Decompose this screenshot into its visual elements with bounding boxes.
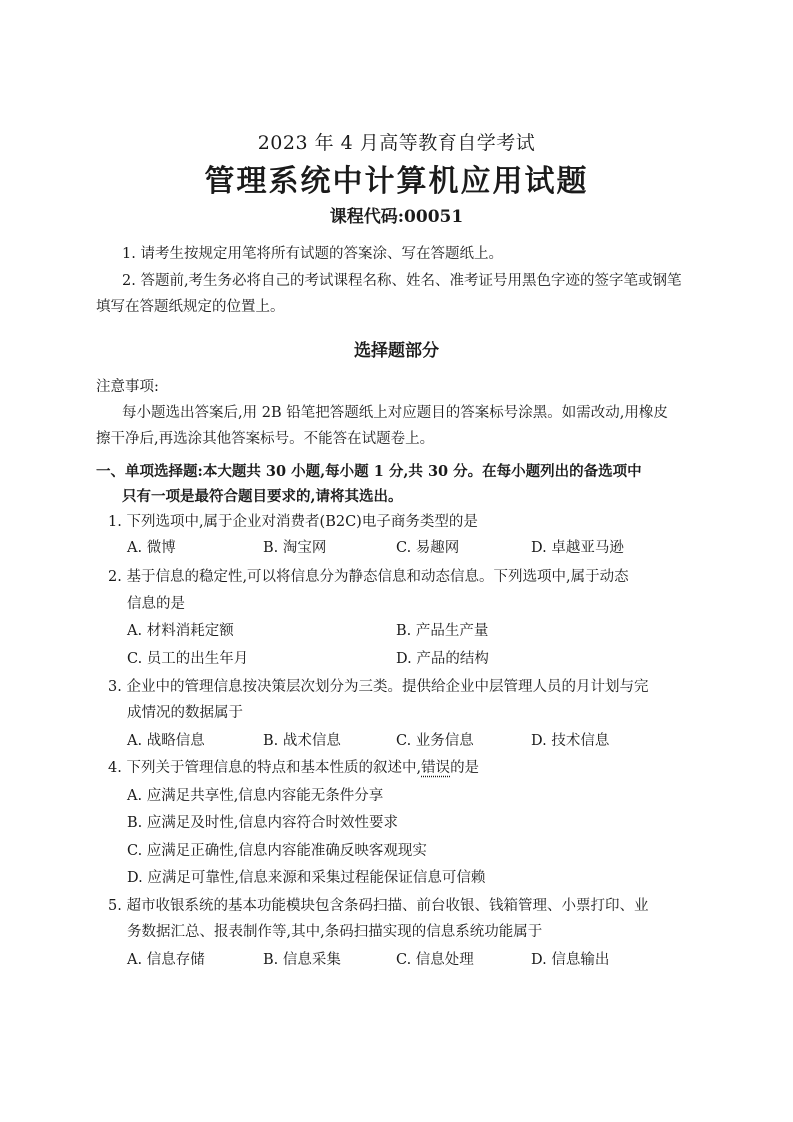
q3-option-c: C. 业务信息: [396, 733, 474, 749]
instruction-1: 1. 请考生按规定用笔将所有试题的答案涂、写在答题纸上。: [122, 246, 503, 262]
exam-title: 2023 年 4 月高等教育自学考试: [257, 132, 536, 154]
q4-stem-post: 的是: [450, 760, 480, 776]
q2-option-a: A. 材料消耗定额: [127, 623, 234, 639]
q2-stem-line-2: 信息的是: [127, 596, 185, 612]
q4-stem-pre: 4. 下列关于管理信息的特点和基本性质的叙述中,: [108, 760, 422, 776]
q1-option-a: A. 微博: [127, 540, 176, 556]
notice-line-1: 每小题选出答案后,用 2B 铅笔把答题纸上对应题目的答案标号涂黑。如需改动,用橡皮: [122, 405, 668, 421]
q4-option-a: A. 应满足共享性,信息内容能无条件分享: [127, 788, 384, 804]
q5-stem-line-1: 5. 超市收银系统的基本功能模块包含条码扫描、前台收银、钱箱管理、小票打印、业: [108, 898, 649, 914]
section-title: 选择题部分: [354, 341, 439, 361]
q5-stem-line-2: 务数据汇总、报表制作等,其中,条码扫描实现的信息系统功能属于: [127, 924, 543, 940]
q1-option-b: B. 淘宝网: [263, 540, 327, 556]
q2-option-c: C. 员工的出生年月: [127, 651, 249, 667]
notice-heading: 注意事项:: [96, 379, 159, 395]
notice-line-2: 擦干净后,再选涂其他答案标号。不能答在试题卷上。: [96, 431, 435, 447]
q1-stem: 1. 下列选项中,属于企业对消费者(B2C)电子商务类型的是: [108, 514, 478, 530]
q4-option-d: D. 应满足可靠性,信息来源和采集过程能保证信息可信赖: [127, 870, 486, 886]
q5-option-b: B. 信息采集: [263, 952, 341, 968]
q5-option-a: A. 信息存储: [127, 952, 205, 968]
part1-heading-line-2: 只有一项是最符合题目要求的,请将其选出。: [122, 488, 403, 505]
q4-option-c: C. 应满足正确性,信息内容能准确反映客观现实: [127, 843, 427, 859]
q2-option-b: B. 产品生产量: [396, 623, 489, 639]
q3-stem-line-2: 成情况的数据属于: [127, 705, 243, 721]
instruction-2: 2. 答题前,考生务必将自己的考试课程名称、姓名、准考证号用黑色字迹的签字笔或钢笔: [122, 273, 682, 289]
q3-stem-line-1: 3. 企业中的管理信息按决策层次划分为三类。提供给企业中层管理人员的月计划与完: [108, 679, 649, 695]
part1-heading-line-1: 一、单项选择题:本大题共 30 小题,每小题 1 分,共 30 分。在每小题列出的备选项中: [96, 463, 642, 480]
subject-title: 管理系统中计算机应用试题: [204, 164, 589, 199]
q1-option-c: C. 易趣网: [396, 540, 460, 556]
q2-stem-line-1: 2. 基于信息的稳定性,可以将信息分为静态信息和动态信息。下列选项中,属于动态: [108, 569, 629, 585]
q4-stem-emphasis: 错误: [421, 760, 451, 776]
q3-option-d: D. 技术信息: [531, 733, 610, 749]
q3-option-b: B. 战术信息: [263, 733, 341, 749]
q5-option-d: D. 信息输出: [531, 952, 610, 968]
q4-option-b: B. 应满足及时性,信息内容符合时效性要求: [127, 815, 398, 831]
instruction-2-cont: 填写在答题纸规定的位置上。: [96, 299, 285, 315]
course-code: 课程代码:00051: [329, 207, 464, 227]
q2-option-d: D. 产品的结构: [396, 651, 489, 667]
q1-option-d: D. 卓越亚马逊: [531, 540, 624, 556]
q3-option-a: A. 战略信息: [127, 733, 205, 749]
q4-stem: [108, 758, 479, 778]
q5-option-c: C. 信息处理: [396, 952, 474, 968]
